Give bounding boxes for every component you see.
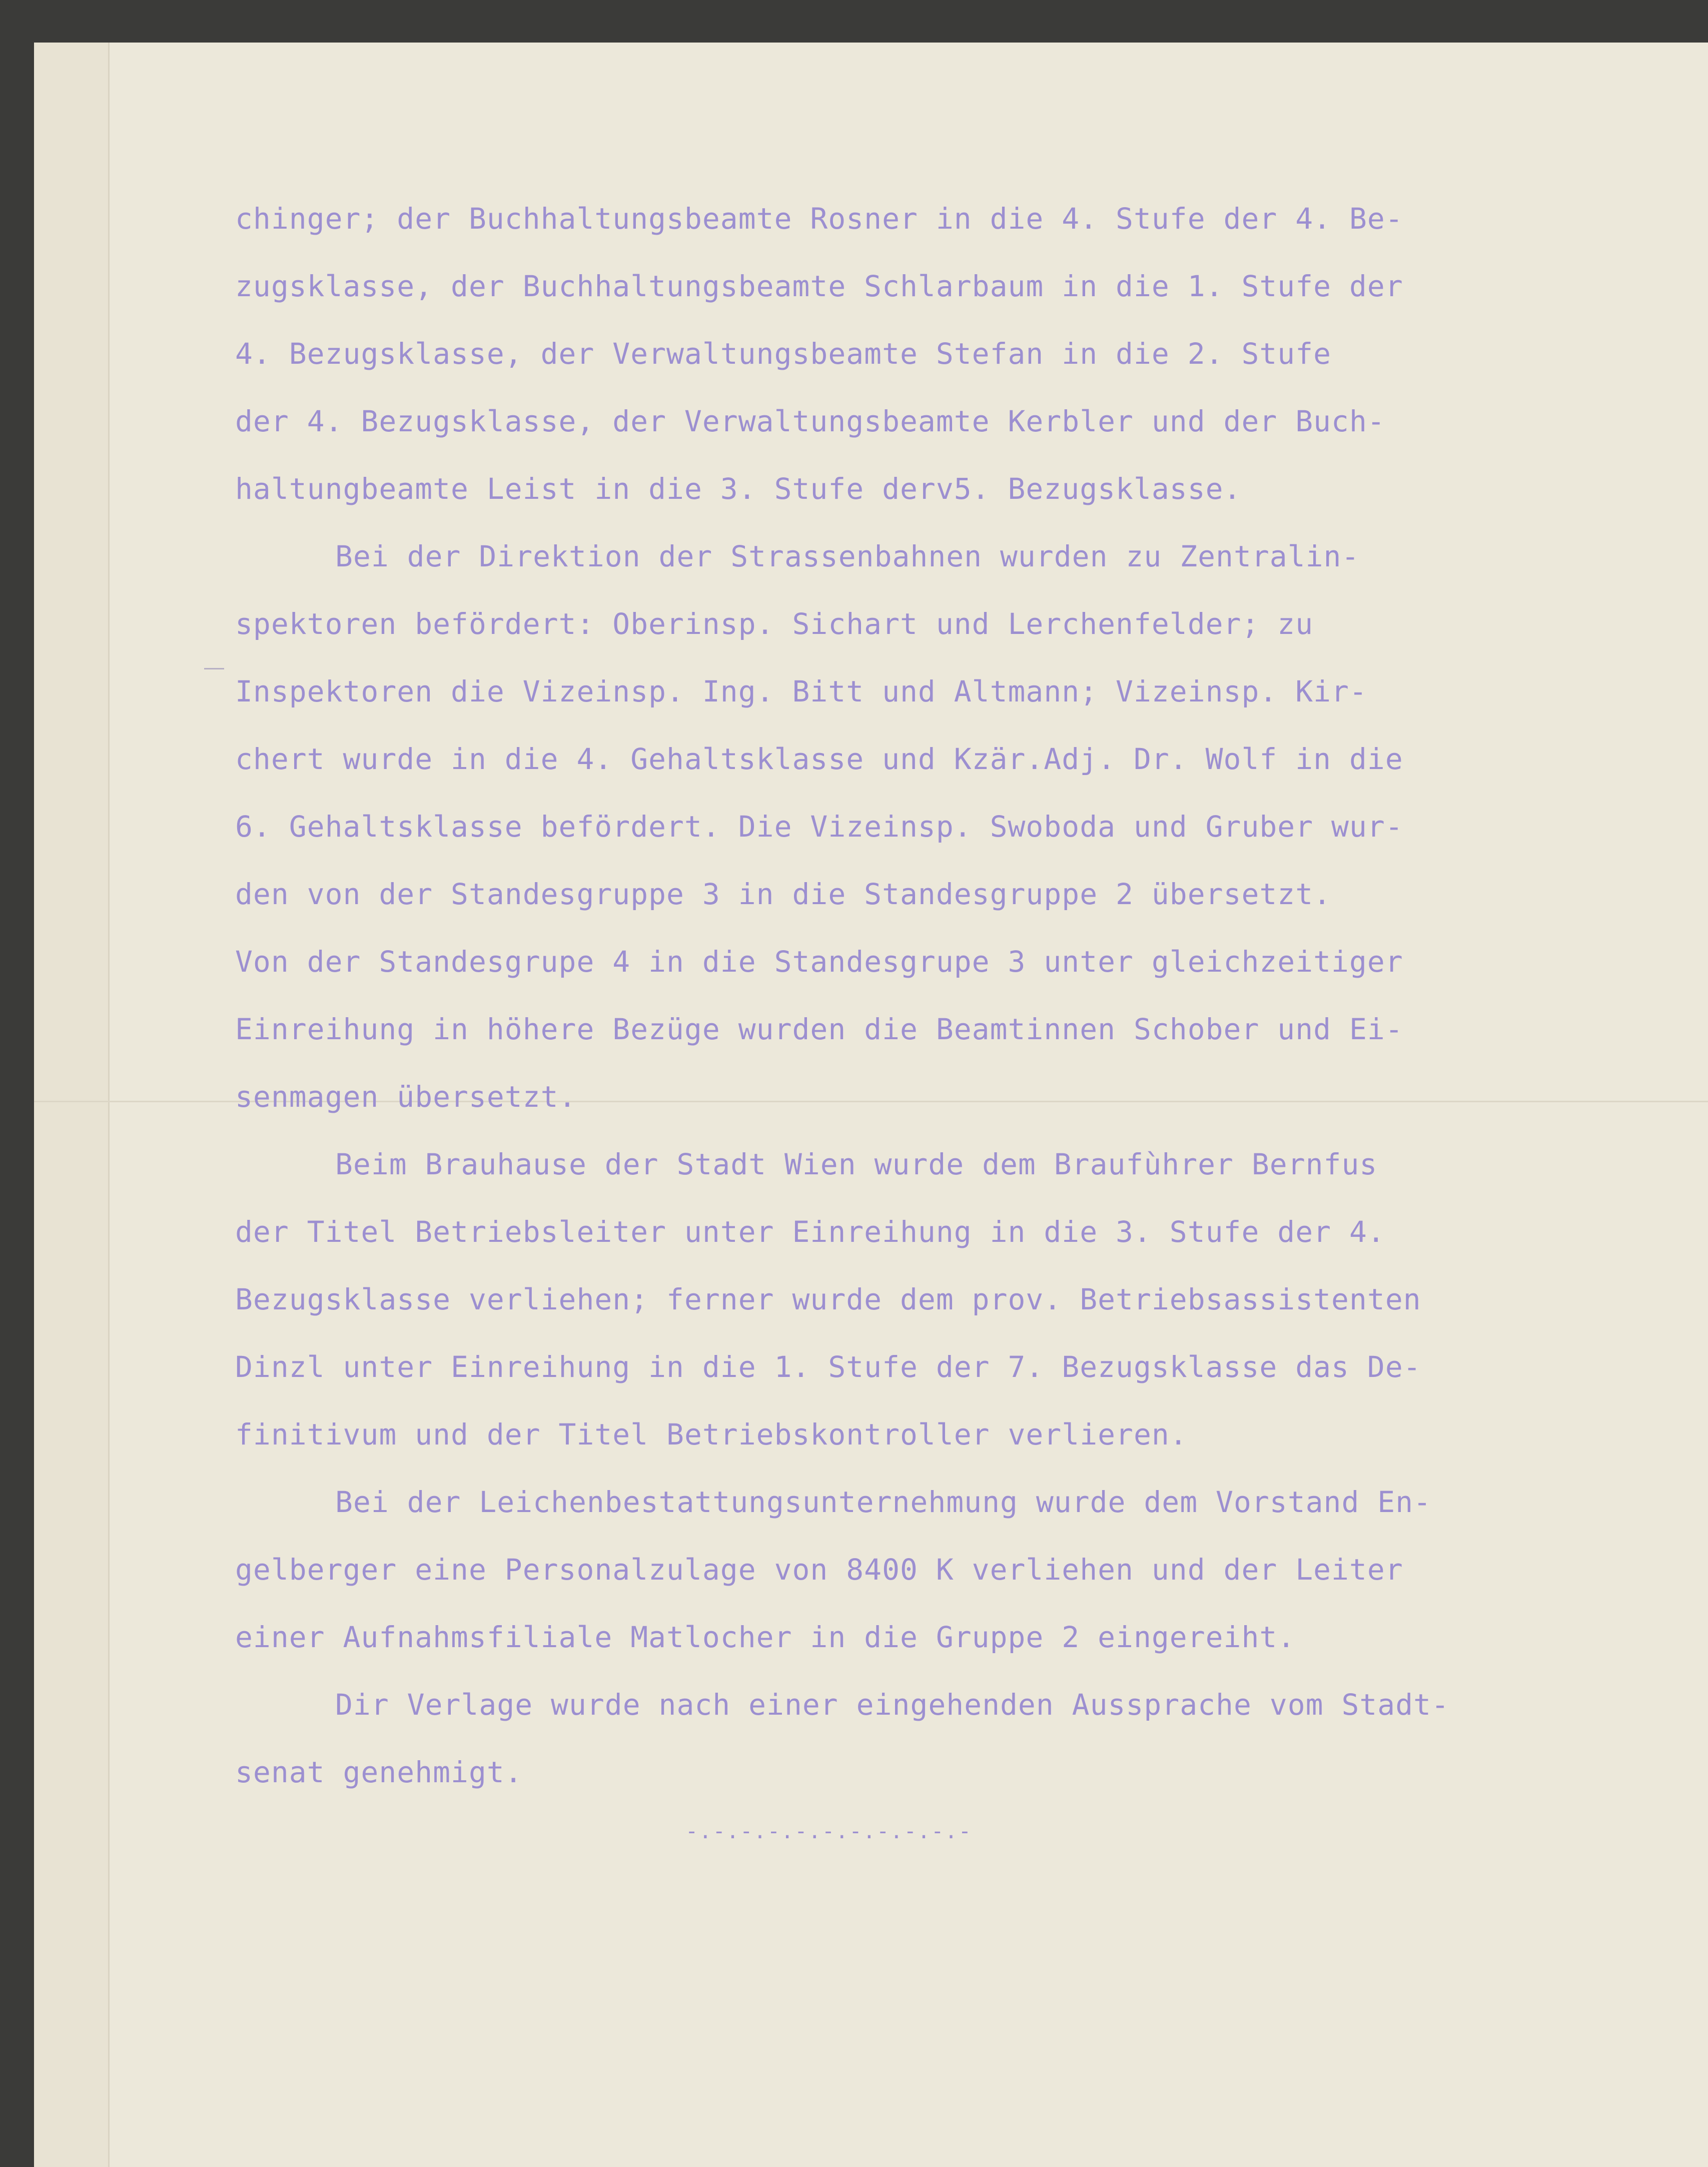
margin-mark	[204, 668, 224, 669]
paragraph-start: Beim Brauhause der Stadt Wien wurde dem Braufùhrer Bernfus	[335, 1147, 1378, 1181]
text-line: Einreihung in höhere Bezüge wurden die Beamtinnen Schober und Ei-	[235, 1012, 1403, 1046]
text-line: haltungbeamte Leist in die 3. Stufe derv5. Bezugsklasse.	[235, 472, 1242, 506]
text-line: gelberger eine Personalzulage von 8400 K verliehen und der Leiter	[235, 1553, 1403, 1587]
text-line: den von der Standesgruppe 3 in die Standesgruppe 2 übersetzt.	[235, 877, 1332, 911]
text-line: Von der Standesgrupe 4 in die Standesgrupe 3 unter gleichzeitiger	[235, 945, 1403, 979]
end-ornament: -.-.-.-.-.-.-.-.-.-.-	[685, 1819, 973, 1843]
text-line: 6. Gehaltsklasse befördert. Die Vizeinsp. Swoboda und Gruber wur-	[235, 810, 1403, 844]
text-line: senmagen übersetzt.	[235, 1080, 577, 1114]
text-line: einer Aufnahmsfiliale Matlocher in die Gruppe 2 eingereiht.	[235, 1620, 1296, 1654]
text-line: spektoren befördert: Oberinsp. Sichart und Lerchenfelder; zu	[235, 607, 1314, 641]
text-line: chinger; der Buchhaltungsbeamte Rosner in die 4. Stufe der 4. Be-	[235, 202, 1403, 236]
text-line: Inspektoren die Vizeinsp. Ing. Bitt und Altmann; Vizeinsp. Kir-	[235, 674, 1367, 708]
text-line: chert wurde in die 4. Gehaltsklasse und Kzär.Adj. Dr. Wolf in die	[235, 742, 1403, 776]
paragraph-start: Bei der Leichenbestattungsunternehmung wurde dem Vorstand En-	[335, 1485, 1432, 1519]
text-line: senat genehmigt.	[235, 1755, 523, 1789]
typewritten-text	[235, 185, 1616, 1806]
text-line: der Titel Betriebsleiter unter Einreihung in die 3. Stufe der 4.	[235, 1215, 1385, 1249]
text-line: der 4. Bezugsklasse, der Verwaltungsbeamte Kerbler und der Buch-	[235, 404, 1385, 438]
text-line: finitivum und der Titel Betriebskontroller verlieren.	[235, 1417, 1188, 1452]
paragraph-start: Bei der Direktion der Strassenbahnen wurden zu Zentralin-	[335, 539, 1360, 573]
text-line: 4. Bezugsklasse, der Verwaltungsbeamte Stefan in die 2. Stufe	[235, 337, 1332, 371]
page-edge-strip	[34, 43, 110, 2167]
text-line: Bezugsklasse verliehen; ferner wurde dem prov. Betriebsassistenten	[235, 1282, 1421, 1316]
text-line: Dinzl unter Einreihung in die 1. Stufe der 7. Bezugsklasse das De-	[235, 1350, 1421, 1384]
paragraph-start: Dir Verlage wurde nach einer eingehenden Aussprache vom Stadt-	[335, 1688, 1449, 1722]
text-line: zugsklasse, der Buchhaltungsbeamte Schlarbaum in die 1. Stufe der	[235, 269, 1403, 303]
